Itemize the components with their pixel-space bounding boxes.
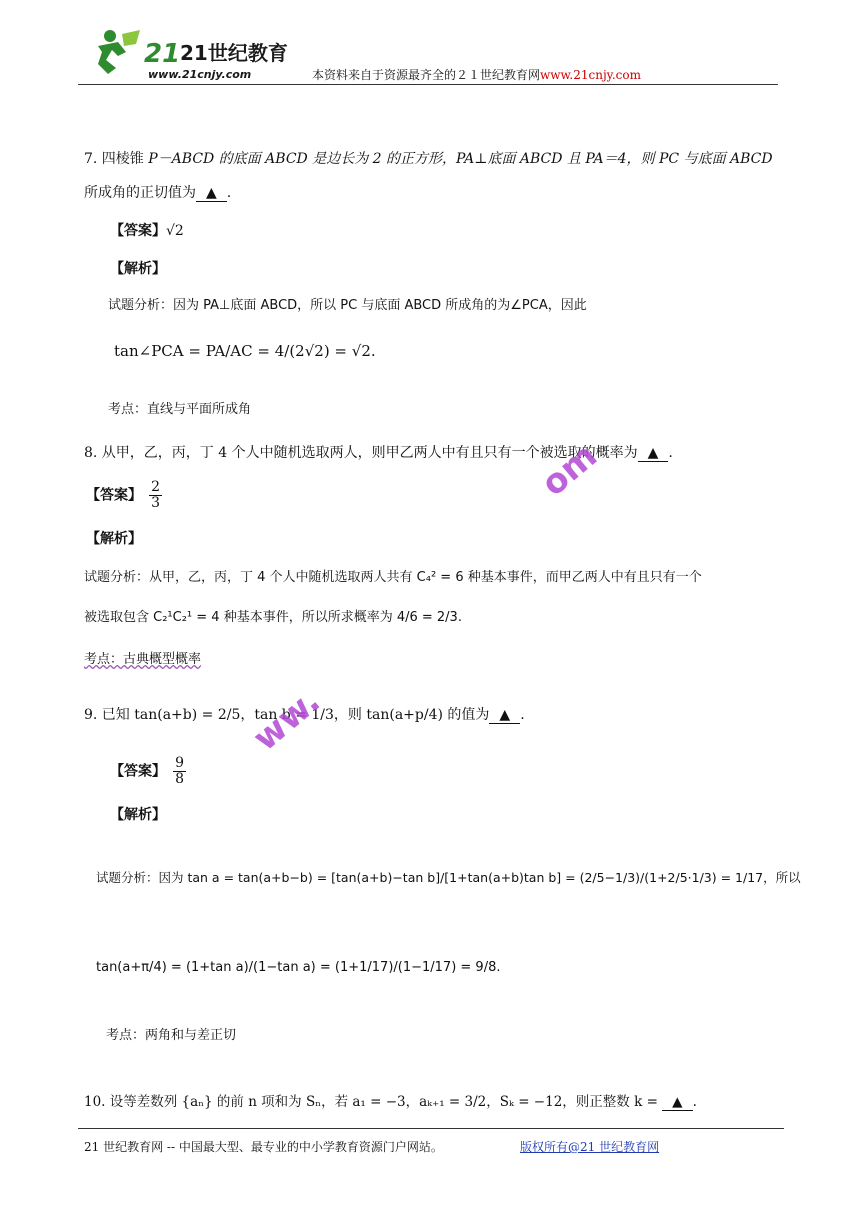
q7-analysis: 试题分析：因为 PA⊥底面 ABCD，所以 PC 与底面 ABCD 所成角的为∠PCA，因此 bbox=[108, 298, 587, 313]
q9-point: 考点：两角和与差正切 bbox=[106, 1028, 237, 1043]
site-logo bbox=[88, 26, 288, 82]
q7-line2: 所成角的正切值为 ▲ . bbox=[84, 185, 232, 201]
q9-line1: 9. 已知 tan(a+b) = 2/5，tan b = 1/3，则 tan(a+p/4) 的值为 ▲ . bbox=[84, 707, 525, 723]
footer-divider bbox=[78, 1128, 784, 1129]
header-notice: 本资料来自于资源最齐全的２１世纪教育网www.21cnjy.com bbox=[312, 68, 641, 82]
q9-answer: 【答案】 $\frac{9}{8}$ bbox=[110, 755, 185, 787]
footer-copyright-link[interactable]: 版权所有@21 世纪教育网 bbox=[520, 1140, 660, 1154]
q8-analysis-label: 【解析】 bbox=[86, 531, 142, 547]
runner-logo-icon bbox=[88, 26, 288, 82]
q9-analysis-label: 【解析】 bbox=[110, 807, 166, 823]
q8-answer: 【答案】 $\frac{2}{3}$ bbox=[86, 479, 161, 511]
watermark-top: om bbox=[534, 435, 605, 505]
q7-blank: ▲ bbox=[196, 185, 227, 202]
q7-analysis-label: 【解析】 bbox=[110, 261, 166, 277]
q8-analysis-1: 试题分析：从甲，乙，丙，丁 4 个人中随机选取两人共有 C₄² = 6 种基本事件，而甲乙两人中有且只有一个 bbox=[84, 570, 702, 585]
q8-point: 考点：古典概型概率 bbox=[84, 652, 202, 667]
q9-analysis-1: 试题分析：因为 tan a = tan(a+b−b) = [tan(a+b)−tan b]/[1+tan(a+b)tan b] = (2/5−1/3)/(1+2/5·1/3) = 1/17，所以 bbox=[96, 870, 801, 885]
q8-line1: 8. 从甲，乙，丙，丁 4 个人中随机选取两人，则甲乙两人中有且只有一个被选取的概率为 ▲ . bbox=[84, 445, 673, 461]
svg-text:www.21cnjy.com: www.21cnjy.com bbox=[148, 68, 252, 81]
footer-text: 21 世纪教育网 -- 中国最大型、最专业的中小学教育资源门户网站。 bbox=[84, 1140, 443, 1154]
q8-blank: ▲ bbox=[638, 445, 669, 462]
q9-analysis-2: tan(a+π/4) = (1+tan a)/(1−tan a) = (1+1/17)/(1−1/17) = 9/8. bbox=[96, 960, 501, 975]
q7-line1: 7. 四棱锥 P－ABCD 的底面 ABCD 是边长为 2 的正方形，PA⊥底面 ABCD 且 PA＝4，则 PC 与底面 ABCD bbox=[84, 151, 773, 167]
q7-point: 考点：直线与平面所成角 bbox=[108, 402, 252, 417]
q7-formula: tan∠PCA = PA/AC = 4/(2√2) = √2. bbox=[114, 342, 376, 360]
header-divider bbox=[78, 84, 778, 85]
q10-blank: ▲ bbox=[662, 1094, 692, 1111]
q9-blank: ▲ bbox=[489, 707, 520, 724]
q7-answer: 【答案】√2 bbox=[110, 223, 184, 239]
svg-text:21世纪教育: 21世纪教育 bbox=[180, 41, 288, 65]
header-url[interactable]: www.21cnjy.com bbox=[540, 68, 641, 82]
watermark-bottom: ww. bbox=[245, 681, 328, 759]
svg-text:21: 21 bbox=[144, 39, 181, 69]
q10-line1: 10. 设等差数列 {aₙ} 的前 n 项和为 Sₙ，若 a₁ = −3，aₖ₊₁ = 3/2，Sₖ = −12，则正整数 k = ▲ . bbox=[84, 1094, 697, 1110]
q8-analysis-2: 被选取包含 C₂¹C₂¹ = 4 种基本事件，所以所求概率为 4/6 = 2/3. bbox=[84, 610, 462, 625]
